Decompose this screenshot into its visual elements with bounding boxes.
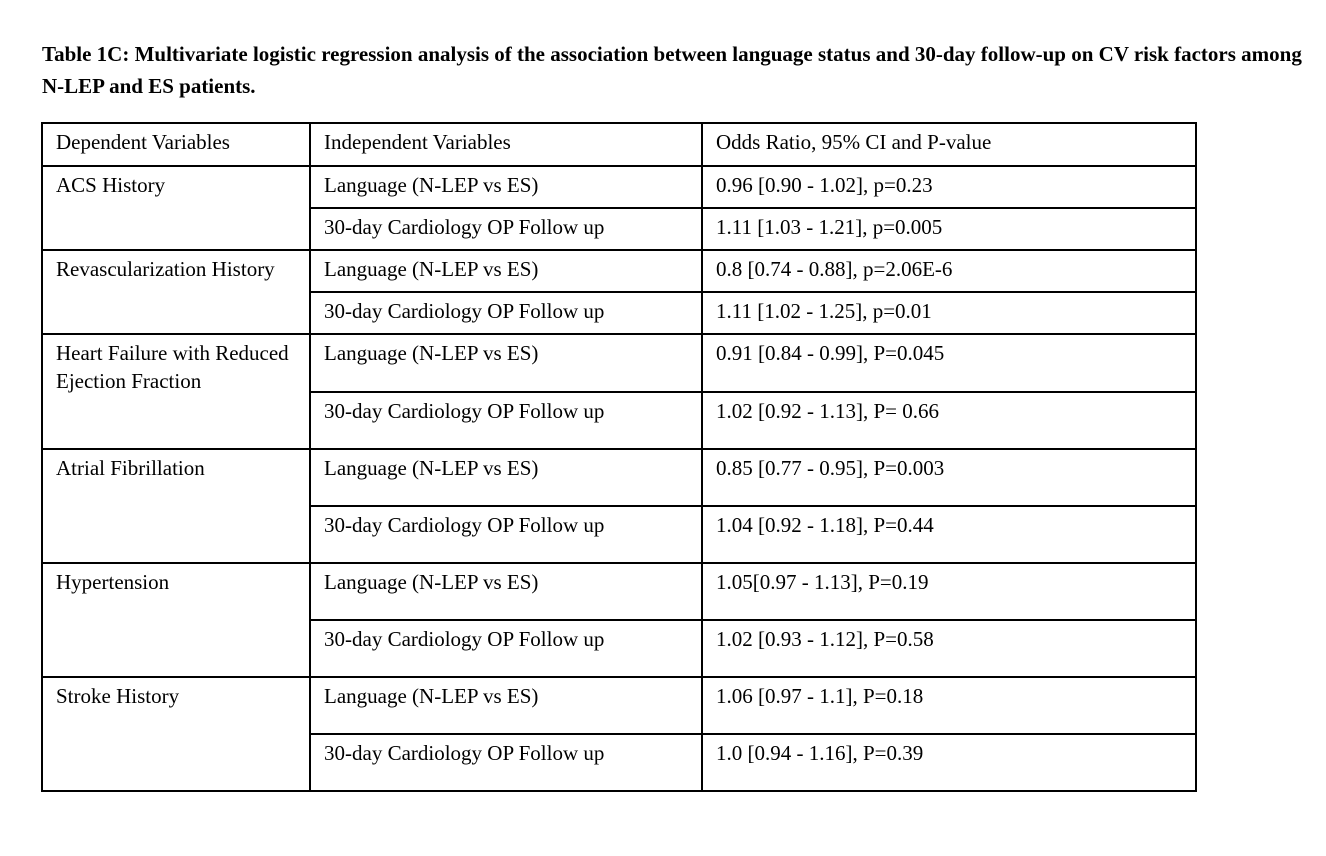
independent-variable-cell: Language (N-LEP vs ES): [310, 677, 702, 734]
header-odds-ratio: Odds Ratio, 95% CI and P-value: [702, 123, 1196, 166]
odds-ratio-cell: 0.85 [0.77 - 0.95], P=0.003: [702, 449, 1196, 506]
dependent-variable-cell: Heart Failure with Reduced Ejection Fraction: [42, 334, 310, 449]
independent-variable-cell: Language (N-LEP vs ES): [310, 250, 702, 292]
odds-ratio-cell: 1.11 [1.03 - 1.21], p=0.005: [702, 208, 1196, 250]
independent-variable-cell: Language (N-LEP vs ES): [310, 166, 702, 208]
table-row: [42, 563, 1196, 620]
table-row: [42, 677, 1196, 734]
dependent-variable-cell: ACS History: [42, 166, 310, 250]
odds-ratio-cell: 0.8 [0.74 - 0.88], p=2.06E-6: [702, 250, 1196, 292]
independent-variable-cell: Language (N-LEP vs ES): [310, 563, 702, 620]
odds-ratio-cell: 0.91 [0.84 - 0.99], P=0.045: [702, 334, 1196, 392]
odds-ratio-cell: 1.11 [1.02 - 1.25], p=0.01: [702, 292, 1196, 334]
odds-ratio-cell: 0.96 [0.90 - 1.02], p=0.23: [702, 166, 1196, 208]
independent-variable-cell: 30-day Cardiology OP Follow up: [310, 292, 702, 334]
odds-ratio-cell: 1.02 [0.93 - 1.12], P=0.58: [702, 620, 1196, 677]
header-row: [42, 123, 1196, 166]
odds-ratio-cell: 1.05[0.97 - 1.13], P=0.19: [702, 563, 1196, 620]
dependent-variable-cell: Hypertension: [42, 563, 310, 677]
table-row: [42, 166, 1196, 208]
odds-ratio-cell: 1.04 [0.92 - 1.18], P=0.44: [702, 506, 1196, 563]
table-caption: Table 1C: Multivariate logistic regression analysis of the association between language status and 30-day follow-up on CV risk factors among N-LEP and ES patients.: [42, 42, 1302, 98]
table-row: [42, 250, 1196, 292]
odds-ratio-cell: 1.0 [0.94 - 1.16], P=0.39: [702, 734, 1196, 791]
odds-ratio-cell: 1.06 [0.97 - 1.1], P=0.18: [702, 677, 1196, 734]
header-dependent-variables: Dependent Variables: [42, 123, 310, 166]
odds-ratio-cell: 1.02 [0.92 - 1.13], P= 0.66: [702, 392, 1196, 449]
independent-variable-cell: 30-day Cardiology OP Follow up: [310, 620, 702, 677]
dependent-variable-cell: Stroke History: [42, 677, 310, 791]
table-row: [42, 334, 1196, 392]
dependent-variable-cell: Atrial Fibrillation: [42, 449, 310, 563]
independent-variable-cell: Language (N-LEP vs ES): [310, 449, 702, 506]
header-independent-variables: Independent Variables: [310, 123, 702, 166]
independent-variable-cell: 30-day Cardiology OP Follow up: [310, 506, 702, 563]
table-row: [42, 449, 1196, 506]
independent-variable-cell: 30-day Cardiology OP Follow up: [310, 208, 702, 250]
independent-variable-cell: Language (N-LEP vs ES): [310, 334, 702, 392]
independent-variable-cell: 30-day Cardiology OP Follow up: [310, 734, 702, 791]
regression-table: [41, 122, 1197, 792]
dependent-variable-cell: Revascularization History: [42, 250, 310, 334]
independent-variable-cell: 30-day Cardiology OP Follow up: [310, 392, 702, 449]
